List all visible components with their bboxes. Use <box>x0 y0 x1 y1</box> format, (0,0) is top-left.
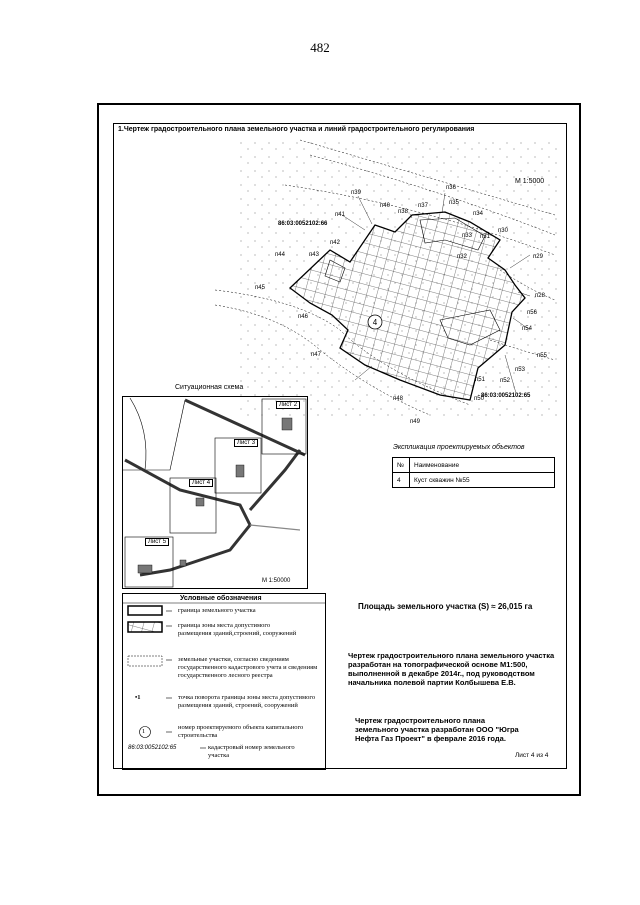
legend-cadastral-symbol: 86:03:0052102:65 <box>128 745 177 751</box>
object-marker: 4 <box>372 318 378 327</box>
point-label: п35 <box>449 200 459 206</box>
point-label: п47 <box>311 352 321 358</box>
point-label: п42 <box>330 240 340 246</box>
table-cell: Куст скважин №55 <box>410 473 555 488</box>
point-label: п54 <box>522 326 532 332</box>
point-label: п34 <box>473 211 483 217</box>
point-label: п33 <box>462 233 472 239</box>
point-label: п43 <box>309 252 319 258</box>
point-label: п46 <box>298 314 308 320</box>
point-label: п32 <box>457 254 467 260</box>
cadastral-label-bottom: 86:03:0052102:65 <box>481 393 531 399</box>
legend-item-text: земельные участки, согласно сведениям государственного кадастрового учета и сведениям государственного лесного реестра <box>178 656 318 679</box>
page-number: 482 <box>310 40 330 55</box>
note-developer: Чертеж градостроительного плана земельного участка разработан ООО "Югра Нефта Газ Проект" в феврале 2016 года. <box>355 716 519 743</box>
point-label: п31 <box>480 234 490 240</box>
table-header-cell: № <box>393 458 410 473</box>
table-header-cell: Наименование <box>410 458 555 473</box>
sheet-number: Лист 4 из 4 <box>515 752 549 759</box>
point-label: п30 <box>498 228 508 234</box>
drawing-title: 1.Чертеж градостроительного плана земельного участка и линий градостроительного регулирования <box>118 126 475 133</box>
point-label: п51 <box>475 377 485 383</box>
main-scale: М 1:5000 <box>515 178 545 185</box>
point-label: п53 <box>515 367 525 373</box>
point-label: п40 <box>380 203 390 209</box>
situation-sheet-label: Лист 3 <box>234 439 258 447</box>
situation-sheet-label: Лист 4 <box>189 479 213 487</box>
area-text: Площадь земельного участка (S) ≈ 26,015 га <box>358 602 533 611</box>
legend-item-text: граница земельного участка <box>178 607 256 614</box>
point-label: п56 <box>527 310 537 316</box>
point-label: п48 <box>393 396 403 402</box>
point-label: п52 <box>500 378 510 384</box>
point-label: п36 <box>446 185 456 191</box>
explication-title: Экспликация проектируемых объектов <box>393 444 525 451</box>
situation-scale: М 1:50000 <box>262 578 291 584</box>
point-label: п38 <box>398 209 408 215</box>
point-label: п49 <box>410 419 420 425</box>
legend-item-text: граница зоны места допустимого размещения зданий,строений, сооружений <box>178 622 297 637</box>
point-label: п55 <box>537 353 547 359</box>
point-label: п39 <box>351 190 361 196</box>
situation-sheet-label: Лист 2 <box>276 401 300 409</box>
point-label: п41 <box>335 212 345 218</box>
legend-title: Условные обозначения <box>180 595 262 602</box>
point-label: п37 <box>418 203 428 209</box>
legend-object-symbol: 1 <box>142 728 146 735</box>
cadastral-label-top: 86:03:0052102:66 <box>278 221 328 227</box>
legend-item-text: кадастровый номер земельного участка <box>208 744 295 759</box>
legend-point-symbol: •1 <box>135 694 141 701</box>
point-label: п29 <box>533 254 543 260</box>
point-label: п44 <box>275 252 285 258</box>
point-label: п28 <box>535 293 545 299</box>
point-label: п45 <box>255 285 265 291</box>
legend-item-text: номер проектируемого объекта капитального строительства <box>178 724 304 739</box>
note-topographic: Чертеж градостроительного плана земельного участка разработан на топографической основе М1:500, выполненной в декабре 2014г., под руководством начальника полевой партии Колбышева Е.В. <box>348 651 555 687</box>
table-cell: 4 <box>393 473 410 488</box>
situation-title: Ситуационная схема <box>175 384 244 391</box>
situation-sheet-label: Лист 5 <box>145 538 169 546</box>
legend-item-text: точка поворота границы зоны места допустимого размещения зданий, строений, сооружений <box>178 694 316 709</box>
point-label: п50 <box>474 396 484 402</box>
